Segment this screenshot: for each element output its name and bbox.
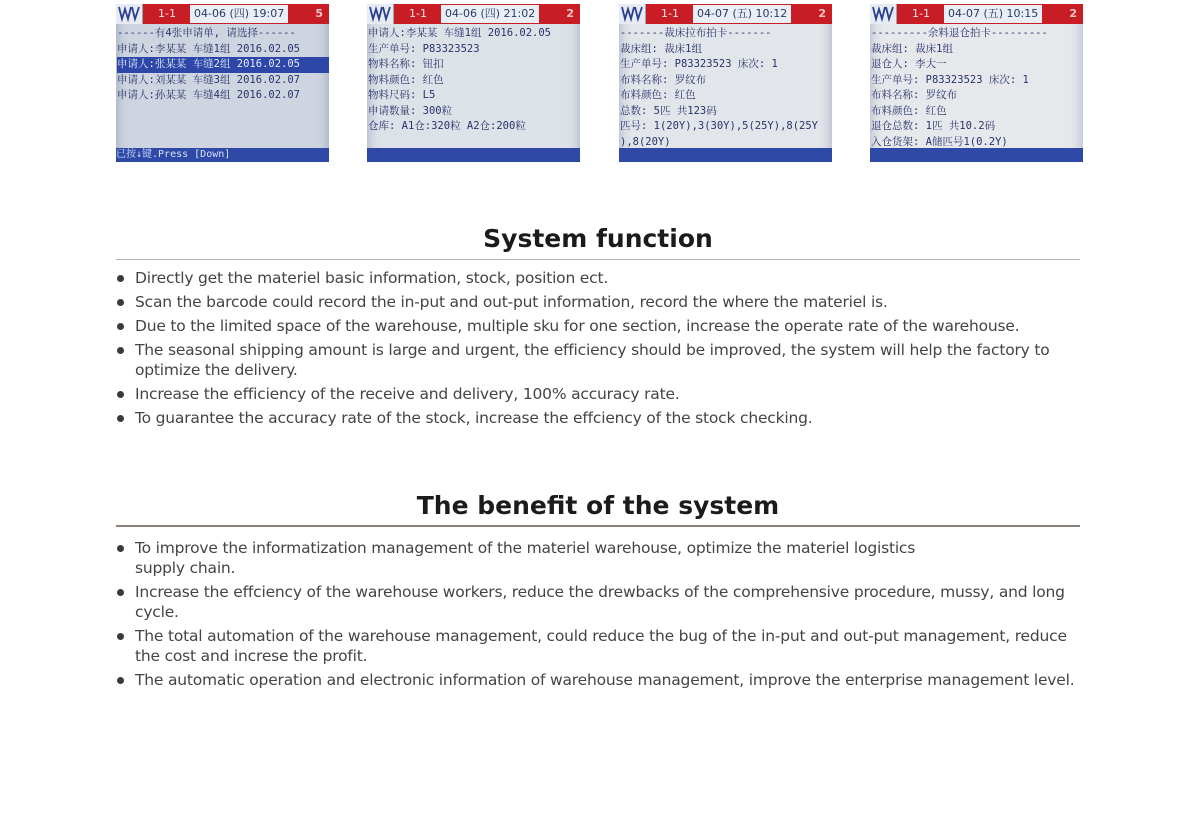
list-item-text: Increase the efficiency of the receive and delivery, 100% accuracy rate. [135,385,680,403]
screen-line: 退仓总数: 1匹 共10.2码 [871,120,996,132]
screen-line: 匹号: 1(20Y),3(30Y),5(25Y),8(25Y [620,120,819,132]
screen-datetime: 04-07 (五) 10:15 [944,5,1042,23]
screen-line: 布料名称: 罗纹布 [620,73,707,86]
device-screenshots [0,4,1200,162]
list-item [116,670,1080,690]
screen-line: 仓库: A1仓:320粒 A2仓:200粒 [368,120,526,132]
screen-datetime: 04-07 (五) 10:12 [693,5,791,23]
screen-line: ---------余料退仓拍卡--------- [871,27,1048,39]
screen-count-badge: 2 [566,7,574,20]
screen-code: 1-1 [158,7,176,20]
screen-line: 物料名称: 钮扣 [368,58,444,70]
device-screen-return-card [870,4,1083,162]
bullet-icon [117,589,124,596]
screen-line: 申请数量: 300粒 [368,104,453,117]
list-item [116,384,1080,404]
bullet-icon [117,633,124,640]
brand-logo-icon [870,4,897,24]
screen-title-bar [870,4,1083,24]
screen-line: 生产单号: P83323523 [368,42,480,55]
brand-logo-icon [367,4,394,24]
screen-count-badge: 2 [1069,7,1077,20]
screen-line: 生产单号: P83323523 床次: 1 [620,58,778,70]
system-function-heading: System function [483,224,713,253]
list-item-text: To guarantee the accuracy rate of the stock, increase the effciency of the stock checking. [135,409,813,427]
list-item-text: Directly get the materiel basic information, stock, position ect. [135,269,609,287]
bullet-icon [117,391,124,398]
screen-line: 申请人:孙某某 车缝4组 2016.02.07 [117,89,301,101]
screen-line: 布料名称: 罗纹布 [871,89,958,101]
screen-line: 物料尺码: L5 [368,89,436,101]
device-screen-request-detail [367,4,580,162]
screen-title-bar [116,4,329,24]
brand-logo-icon [116,4,143,24]
list-item [116,316,1080,336]
screen-line: 总数: 5匹 共123码 [620,104,717,117]
list-item-text: Increase the effciency of the warehouse workers, reduce the drewbacks of the comprehensive procedure, mussy, and long cycle. [135,583,1065,621]
brand-logo-icon [619,4,646,24]
screen-code: 1-1 [409,7,427,20]
screen-line: 裁床组: 裁床1组 [871,42,953,55]
screen-line: 申请人:李某某 车缝1组 2016.02.05 [368,27,552,39]
list-item-text: Scan the barcode could record the in-put and out-put information, record the where the materiel is. [135,293,888,311]
screen-line: 入仓货架: A储匹号1(0.2Y) [871,135,1008,148]
bullet-icon [117,299,124,306]
list-item-text: The total automation of the warehouse management, could reduce the bug of the in-put and out-put management, reduce the cost and increse the profit. [135,627,1067,665]
bullet-icon [117,415,124,422]
list-item-text: Due to the limited space of the warehouse, multiple sku for one section, increase the operate rate of the warehouse. [135,317,1020,335]
screen-line: 申请人:刘某某 车缝3组 2016.02.07 [117,73,301,86]
screen-line: 裁床组: 裁床1组 [620,42,702,55]
screen-line: ),8(20Y) [620,135,671,148]
screen-footer-bar [619,148,832,162]
list-item [116,408,1080,428]
screen-line: 布料颜色: 红色 [871,104,947,117]
bullet-icon [117,677,124,684]
screen-count-badge: 5 [315,7,323,20]
screen-footer-hint: 已按↓键.Press [Down] [116,148,329,162]
screen-line-selected: 申请人:张某某 车缝2组 2016.02.05 [117,57,329,73]
bullet-icon [117,347,124,354]
bullet-icon [117,545,124,552]
list-item-text: To improve the informatization management of the materiel warehouse, optimize the materiel logistics supply chain. [135,539,916,577]
device-screen-cutting-card [619,4,832,162]
benefit-list [116,538,1080,694]
screen-code: 1-1 [661,7,679,20]
screen-line: 物料颜色: 红色 [368,73,444,86]
screen-footer-bar [367,148,580,162]
list-item [116,582,1080,622]
screen-footer-bar [870,148,1083,162]
screen-count-badge: 2 [818,7,826,20]
screen-line: 退仓人: 李大一 [871,58,947,70]
list-item [116,538,955,578]
device-screen-request-list [116,4,329,162]
screen-line: 申请人:李某某 车缝1组 2016.02.05 [117,42,301,55]
screen-line: 布料颜色: 红色 [620,89,696,101]
bullet-icon [117,323,124,330]
list-item-text: The automatic operation and electronic information of warehouse management, improve the enterprise management level. [135,671,1075,689]
section-divider [116,525,1080,527]
list-item [116,292,1080,312]
bullet-icon [117,275,124,282]
screen-datetime: 04-06 (四) 19:07 [190,5,288,23]
screen-title-bar [619,4,832,24]
benefit-heading: The benefit of the system [416,491,780,520]
section-divider [116,259,1080,260]
screen-code: 1-1 [912,7,930,20]
list-item [116,626,1080,666]
list-item-text: The seasonal shipping amount is large and urgent, the efficiency should be improved, the system will help the factory to optimize the delivery. [135,341,1050,379]
screen-line: ------有4张申请单, 请选择------ [117,27,296,39]
list-item [116,340,1080,380]
screen-title-bar [367,4,580,24]
list-item [116,268,1080,288]
screen-line: 生产单号: P83323523 床次: 1 [871,73,1029,86]
system-function-list [116,268,1080,432]
screen-line: -------裁床拉布拍卡------- [620,27,772,39]
screen-datetime: 04-06 (四) 21:02 [441,5,539,23]
